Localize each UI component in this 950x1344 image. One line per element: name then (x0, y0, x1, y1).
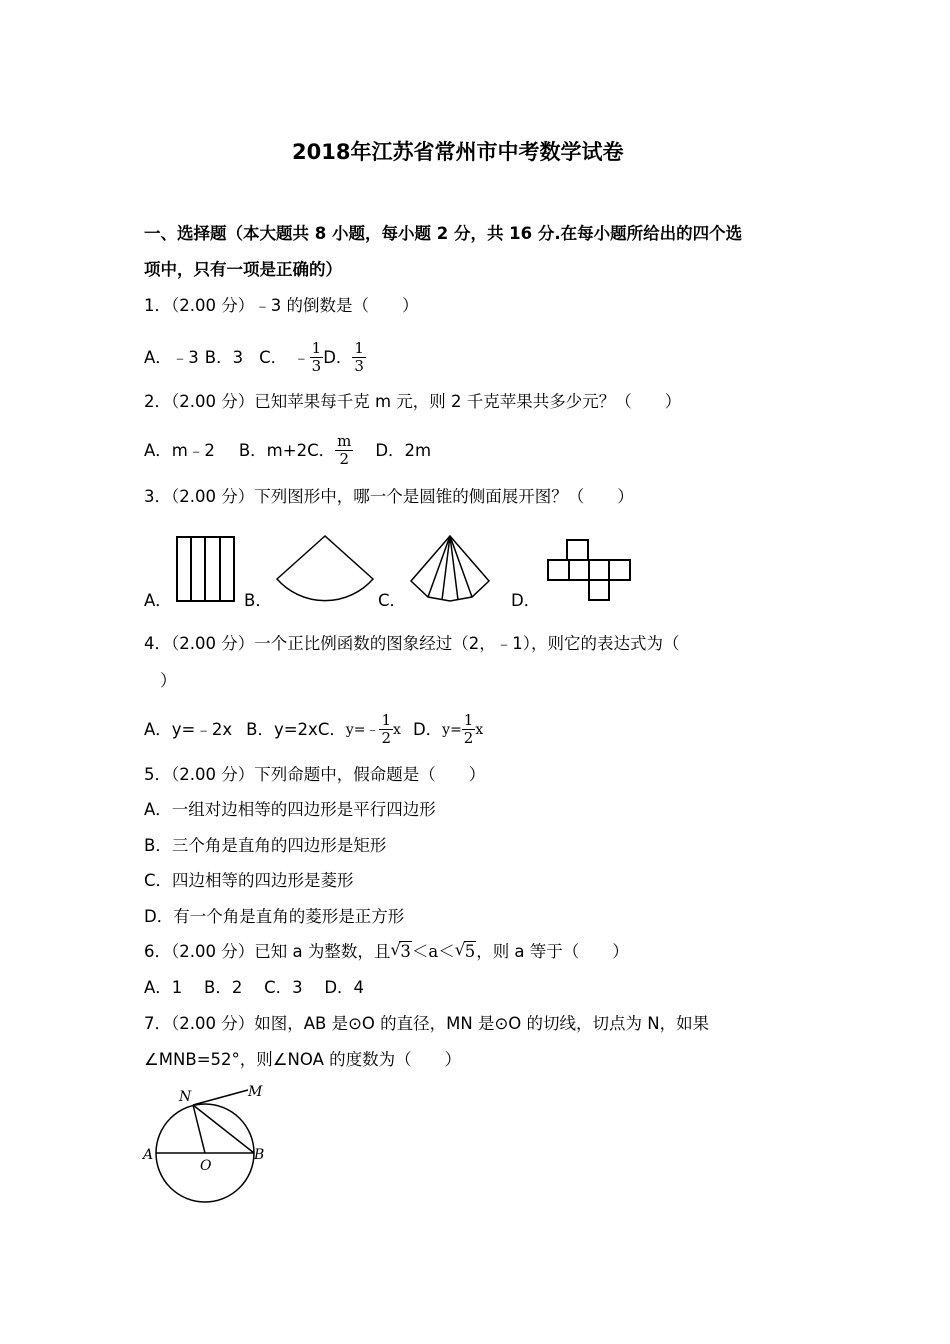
section-heading-line2: 项中，只有一项是正确的） (144, 260, 342, 279)
q2-stem: 2．（2.00 分）已知苹果每千克 m 元，则 2 千克苹果共多少元？（ ） (144, 392, 682, 411)
q4-stem-line2: ） (160, 671, 177, 690)
q3-option-c: C． (378, 591, 407, 610)
q4-option-d: D． (412, 719, 443, 739)
page-title: 2018年江苏省常州市中考数学试卷 (292, 140, 624, 164)
q7-label-b: B (254, 1147, 265, 1163)
q1-stem: 1．（2.00 分）﹣3 的倒数是（ ） (144, 296, 419, 315)
q4-option-b: B．y=2x (246, 719, 318, 739)
q5-stem: 5．（2.00 分）下列命题中，假命题是（ ） (144, 765, 486, 784)
q3-option-b: B． (244, 591, 272, 610)
q7-label-a: A (143, 1147, 154, 1163)
q3-option-d: D． (511, 591, 541, 610)
q2-c-denominator: 2 (339, 450, 349, 468)
q4-c-denominator: 2 (381, 729, 392, 747)
q4-option-d-prefix: y= (442, 721, 462, 738)
q1-option-c: C． (259, 347, 288, 367)
q1-option-c-sign: ﹣ (293, 347, 310, 367)
q5-option-c: C．四边相等的四边形是菱形 (144, 871, 354, 890)
q2-option-a: A．m﹣2 (144, 440, 215, 460)
q6-stem-prefix: 6．（2.00 分）已知 a 为整数，且 (144, 942, 391, 961)
q2-option-d: D．2m (375, 440, 432, 460)
q1-d-denominator: 3 (354, 357, 364, 375)
q4-option-d-var: x (475, 721, 484, 738)
q5-option-a: A．一组对边相等的四边形是平行四边形 (144, 800, 436, 819)
section-heading-line1: 一、选择题（本大题共 8 小题，每小题 2 分，共 16 分.在每小题所给出的四个选 (144, 224, 743, 243)
q6-radicand-1: 3 (400, 942, 411, 961)
q1-option-d: D． (323, 347, 353, 367)
sqrt-symbol-icon: √ (454, 940, 466, 959)
q1-d-numerator: 1 (354, 339, 364, 357)
sqrt-symbol-icon: √ (390, 940, 401, 959)
q4-option-c-prefix: y=﹣ (345, 721, 380, 738)
q2-c-numerator: m (337, 432, 352, 450)
q4-option-c: C． (317, 719, 346, 739)
q1-option-a: A．﹣3 (144, 347, 199, 367)
q7-chord-nb (193, 1105, 254, 1153)
q2-option-b: B．m+2 (238, 440, 308, 460)
q7-stem-line2: ∠MNB=52°，则∠NOA 的度数为（ ） (144, 1050, 462, 1069)
q1-c-denominator: 3 (311, 357, 322, 375)
q2-option-c: C． (307, 440, 336, 460)
q7-stem-line1: 7．（2.00 分）如图，AB 是⊙O 的直径，MN 是⊙O 的切线，切点为 N，如果 (144, 1014, 710, 1033)
q4-option-c-var: x (393, 721, 401, 738)
q6-stem-suffix: ，则 a 等于（ ） (476, 942, 629, 961)
q1-c-numerator: 1 (311, 339, 322, 357)
q7-tangent-mn (193, 1090, 248, 1105)
q7-label-o: O (200, 1158, 212, 1174)
q4-d-denominator: 2 (463, 729, 474, 747)
q4-stem-line1: 4．（2.00 分）一个正比例函数的图象经过（2，﹣1），则它的表达式为（ (144, 634, 680, 653)
q6-less-than-2: ＜ (438, 942, 455, 961)
q6-less-than-1: ＜ (411, 942, 429, 961)
q4-d-numerator: 1 (463, 711, 474, 729)
q7-label-m: M (248, 1084, 263, 1100)
q4-c-numerator: 1 (381, 711, 392, 729)
q6-var: a (428, 942, 439, 961)
q6-options: A．1 B．2 C．3 D．4 (144, 978, 365, 997)
q4-option-a: A．y=﹣2x (144, 719, 233, 739)
q1-option-b: B．3 (204, 347, 244, 367)
q5-option-b: B．三个角是直角的四边形是矩形 (144, 836, 387, 855)
q3-option-a: A． (144, 591, 172, 610)
q5-option-d: D．有一个角是直角的菱形是正方形 (144, 907, 405, 926)
q6-radicand-2: 5 (464, 942, 476, 961)
q3-stem: 3．（2.00 分）下列图形中，哪一个是圆锥的侧面展开图？（ ） (144, 487, 634, 506)
q7-label-n: N (179, 1089, 192, 1105)
